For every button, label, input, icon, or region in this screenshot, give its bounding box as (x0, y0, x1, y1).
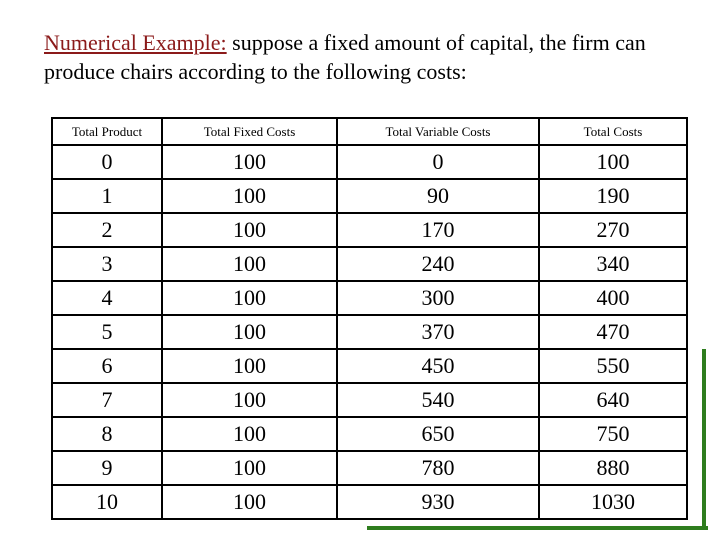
total-variable-costs-cell: 780 (337, 451, 539, 485)
total-fixed-costs-cell: 100 (162, 383, 337, 417)
total-costs-cell: 190 (539, 179, 687, 213)
total-costs-cell: 270 (539, 213, 687, 247)
table-row (52, 247, 687, 281)
total-product-cell: 0 (52, 145, 162, 179)
total-product-cell: 1 (52, 179, 162, 213)
total-product-cell: 8 (52, 417, 162, 451)
table-row (52, 383, 687, 417)
total-variable-costs-cell: 650 (337, 417, 539, 451)
total-fixed-costs-cell: 100 (162, 451, 337, 485)
table-row (52, 213, 687, 247)
total-fixed-costs-cell: 100 (162, 145, 337, 179)
total-product-cell: 9 (52, 451, 162, 485)
table-row (52, 349, 687, 383)
total-fixed-costs-cell: 100 (162, 417, 337, 451)
total-product-cell: 3 (52, 247, 162, 281)
total-costs-cell: 1030 (539, 485, 687, 519)
table-row (52, 179, 687, 213)
total-fixed-costs-cell: 100 (162, 281, 337, 315)
table-row (52, 451, 687, 485)
total-product-cell: 10 (52, 485, 162, 519)
total-costs-cell: 750 (539, 417, 687, 451)
header-total-product: Total Product (52, 118, 162, 145)
total-variable-costs-cell: 240 (337, 247, 539, 281)
total-variable-costs-cell: 300 (337, 281, 539, 315)
slide-title (44, 28, 704, 86)
title-text: suppose a fixed amount of capital, the firm can produce chairs according to the following costs: (44, 30, 646, 84)
total-product-cell: 4 (52, 281, 162, 315)
header-total-variable-costs: Total Variable Costs (337, 118, 539, 145)
total-fixed-costs-cell: 100 (162, 213, 337, 247)
total-costs-cell: 340 (539, 247, 687, 281)
total-product-cell: 2 (52, 213, 162, 247)
table-row (52, 315, 687, 349)
total-variable-costs-cell: 370 (337, 315, 539, 349)
header-row (52, 118, 687, 145)
total-variable-costs-cell: 90 (337, 179, 539, 213)
total-costs-cell: 550 (539, 349, 687, 383)
total-product-cell: 7 (52, 383, 162, 417)
total-product-cell: 6 (52, 349, 162, 383)
header-total-costs: Total Costs (539, 118, 687, 145)
total-variable-costs-cell: 540 (337, 383, 539, 417)
total-costs-cell: 880 (539, 451, 687, 485)
total-fixed-costs-cell: 100 (162, 315, 337, 349)
table-row (52, 485, 687, 519)
title-highlight: Numerical Example: (44, 30, 227, 55)
header-total-fixed-costs: Total Fixed Costs (162, 118, 337, 145)
total-costs-cell: 400 (539, 281, 687, 315)
table-row (52, 145, 687, 179)
total-costs-cell: 100 (539, 145, 687, 179)
total-fixed-costs-cell: 100 (162, 247, 337, 281)
annotation-horizontal-line (367, 526, 708, 530)
table-body (52, 145, 687, 519)
total-fixed-costs-cell: 100 (162, 179, 337, 213)
total-fixed-costs-cell: 100 (162, 485, 337, 519)
total-costs-cell: 640 (539, 383, 687, 417)
table-row (52, 281, 687, 315)
cost-table (51, 117, 688, 520)
total-costs-cell: 470 (539, 315, 687, 349)
total-product-cell: 5 (52, 315, 162, 349)
annotation-vertical-line (702, 349, 706, 529)
total-fixed-costs-cell: 100 (162, 349, 337, 383)
total-variable-costs-cell: 0 (337, 145, 539, 179)
total-variable-costs-cell: 930 (337, 485, 539, 519)
total-variable-costs-cell: 450 (337, 349, 539, 383)
total-variable-costs-cell: 170 (337, 213, 539, 247)
table-row (52, 417, 687, 451)
